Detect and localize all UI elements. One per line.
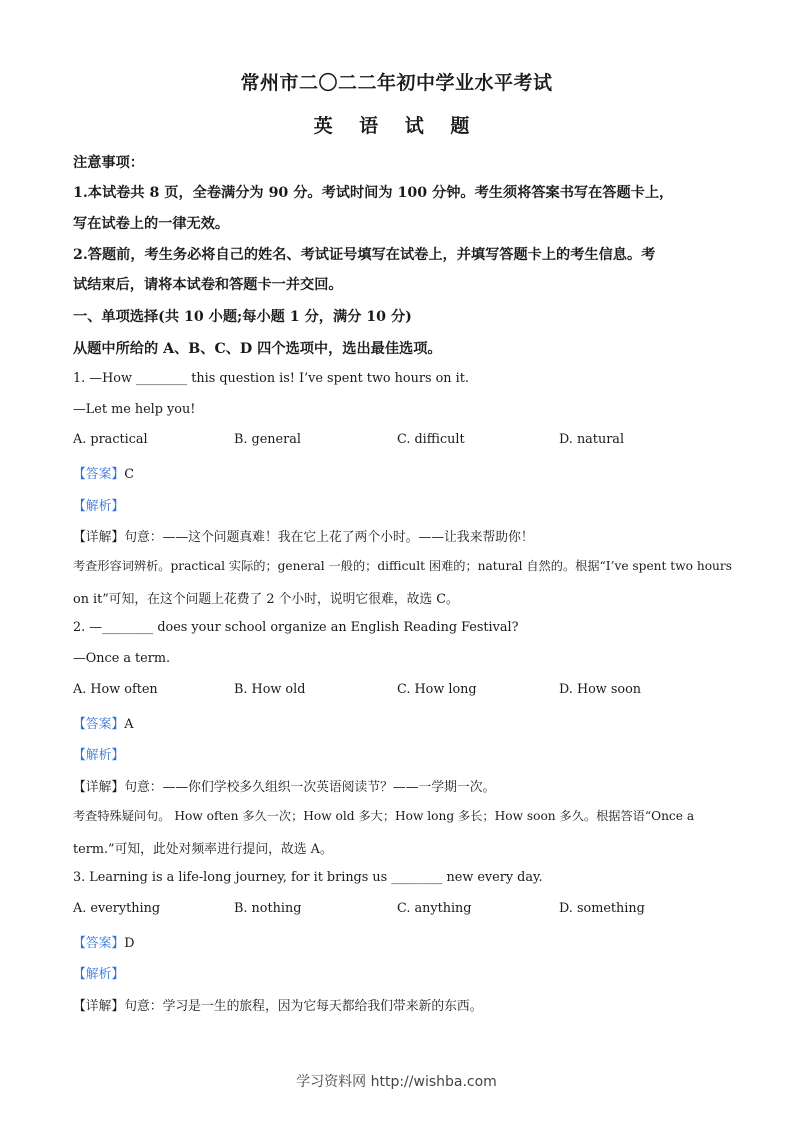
notice-item-2-line-1: 2.答题前，考生务必将自己的姓名、考试证号填写在试卷上，并填写答题卡上的考生信息。考 bbox=[73, 247, 656, 263]
question-3-option-d: D. something bbox=[559, 901, 645, 916]
question-3-option-a: A. everything bbox=[73, 901, 161, 916]
question-2-options bbox=[73, 682, 723, 700]
notice-item-1-line-1: 1.本试卷共 8 页，全卷满分为 90 分。考试时间为 100 分钟。考生须将答案书写在答题卡上， bbox=[73, 185, 674, 201]
question-1-answer bbox=[73, 463, 723, 482]
notice-heading: 注意事项： bbox=[73, 155, 144, 171]
question-3-option-b: B. nothing bbox=[234, 901, 302, 916]
question-3-analysis-tag: 【解析】 bbox=[73, 967, 125, 982]
question-1-stem: 1. —How ________ this question is! I’ve spent two hours on it. bbox=[73, 371, 469, 386]
question-2-stem: 2. —________ does your school organize an English Reading Festival? bbox=[73, 620, 519, 635]
question-3-stem: 3. Learning is a life-long journey, for it brings us ________ new every day. bbox=[73, 870, 543, 885]
answer-tag: 【答案】 bbox=[73, 467, 125, 482]
page-title: 常州市二〇二二年初中学业水平考试 bbox=[240, 72, 553, 94]
question-1-explain-line-2: on it”可知，在这个问题上花费了 2 个小时，说明它很难，故选 C。 bbox=[73, 592, 459, 607]
question-3-option-c: C. anything bbox=[397, 901, 472, 916]
question-2-detail: 【详解】句意：——你们学校多久组织一次英语阅读节？——一学期一次。 bbox=[73, 780, 496, 795]
question-1-options bbox=[73, 432, 723, 450]
answer-tag: 【答案】 bbox=[73, 936, 125, 951]
question-2-option-a: A. How often bbox=[73, 682, 158, 697]
question-2-analysis-tag: 【解析】 bbox=[73, 748, 125, 763]
notice-item-1-line-2: 写在试卷上的一律无效。 bbox=[73, 216, 230, 232]
question-2-answer bbox=[73, 713, 723, 732]
answer-value: D bbox=[124, 936, 135, 951]
answer-tag: 【答案】 bbox=[73, 717, 125, 732]
question-1-analysis-tag: 【解析】 bbox=[73, 499, 125, 514]
section-heading: 一、单项选择(共 10 小题;每小题 1 分，满分 10 分) bbox=[73, 309, 412, 325]
question-2-option-b: B. How old bbox=[234, 682, 306, 697]
question-1-option-b: B. general bbox=[234, 432, 301, 447]
answer-value: C bbox=[124, 467, 134, 482]
question-2-option-c: C. How long bbox=[397, 682, 477, 697]
footer-watermark: 学习资料网 http://wishba.com bbox=[296, 1074, 497, 1090]
question-2-explain-line-2: term.”可知，此处对频率进行提问，故选 A。 bbox=[73, 842, 333, 857]
question-1-reply: —Let me help you! bbox=[73, 402, 196, 417]
question-1-option-a: A. practical bbox=[73, 432, 148, 447]
question-3-detail: 【详解】句意：学习是一生的旅程，因为它每天都给我们带来新的东西。 bbox=[73, 999, 483, 1014]
question-1-explain-line-1: 考查形容词辨析。practical 实际的；general 一般的；difficult 困难的；natural 自然的。根据“I’ve spent two hours bbox=[73, 559, 732, 573]
answer-value: A bbox=[124, 717, 134, 732]
question-1-detail: 【详解】句意：——这个问题真难！我在它上花了两个小时。——让我来帮助你！ bbox=[73, 530, 534, 545]
question-2-explain-line-1: 考查特殊疑问句。 How often 多久一次；How old 多大；How long 多长；How soon 多久。根据答语“Once a bbox=[73, 809, 695, 823]
question-3-options bbox=[73, 901, 723, 919]
page-subtitle: 英 语 试 题 bbox=[313, 115, 480, 137]
question-2-reply: —Once a term. bbox=[73, 651, 171, 666]
question-3-answer bbox=[73, 932, 723, 951]
question-1-option-d: D. natural bbox=[559, 432, 625, 447]
question-2-option-d: D. How soon bbox=[559, 682, 642, 697]
section-instruction: 从题中所给的 A、B、C、D 四个选项中，选出最佳选项。 bbox=[73, 341, 442, 357]
notice-item-2-line-2: 试结束后，请将本试卷和答题卡一并交回。 bbox=[73, 277, 343, 293]
question-1-option-c: C. difficult bbox=[397, 432, 465, 447]
